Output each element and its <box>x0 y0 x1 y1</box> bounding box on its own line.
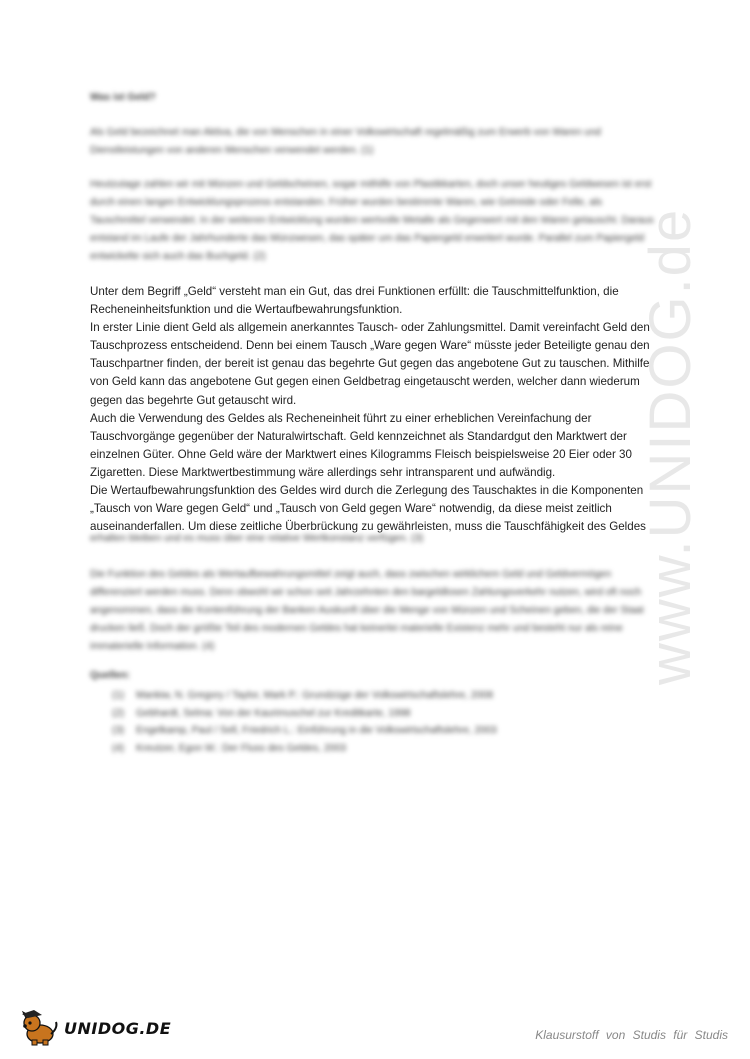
logo-text: UNIDOG.DE <box>64 1018 172 1038</box>
main-line: Recheneinheitsfunktion und die Wertaufbewahrungsfunktion. <box>90 303 403 317</box>
main-line: gegen das begehrte Gut getauscht wird. <box>90 393 297 407</box>
source-text: Kreutzer, Egon W.: Der Fluss des Geldes, 2003 <box>136 742 347 754</box>
main-line: von Geld kann das angebotene Gut gegen einen Geldbetrag eingetauscht werden, welcher dann wiederum <box>90 375 640 389</box>
watermark-text: www.UNIDOG.de <box>638 207 703 685</box>
main-line: Zigaretten. Diese Marktwertbestimmung wäre allerdings sehr intransparent und aufwändig. <box>90 465 556 479</box>
main-line: Tauschprozess entscheidend. Denn bei einem Tausch „Ware gegen Ware“ müsste jeder Beteiligte genau den <box>90 339 650 353</box>
source-item <box>112 740 612 758</box>
unidog-logo <box>20 1010 171 1046</box>
main-paragraph-tail: erhalten bleiben und es muss über eine relative Wertkonstanz verfügen. (3) <box>90 533 424 544</box>
main-line: auseinanderfallen. Um diese zeitliche Überbrückung zu gewährleisten, muss die Tauschfähigkeit des Geldes <box>90 520 646 534</box>
source-number: (3) <box>112 725 125 736</box>
source-number: (1) <box>112 690 125 701</box>
main-line: In erster Linie dient Geld als allgemein anerkanntes Tausch- oder Zahlungsmittel. Damit vereinfacht Geld den <box>90 321 650 335</box>
dog-mascot-icon <box>20 1010 62 1046</box>
source-text: Engelkamp, Paul / Sell, Friedrich L.: Einführung in die Volkswirtschaftslehre, 2003 <box>136 725 497 736</box>
source-text: Mankiw, N. Gregory / Taylor, Mark P.: Grundzüge der Volkswirtschaftslehre, 2008 <box>136 690 494 701</box>
main-line: Auch die Verwendung des Geldes als Recheneinheit führt zu einer erheblichen Vereinfachung der <box>90 411 592 425</box>
main-line: „Tausch von Ware gegen Geld“ und „Tausch von Geld gegen Ware“ notwendig, da diese meist zeitlich <box>90 502 612 516</box>
main-line: Tauschvorgänge gegenüber der Naturalwirtschaft. Geld kennzeichnet als Standardgut den Marktwert der <box>90 429 627 443</box>
footer-tagline: Klausurstoff von Studis für Studis <box>535 1028 728 1042</box>
history-paragraph: Heutzutage zahlen wir mit Münzen und Geldscheinen, sogar mithilfe von Plastikkarten, doch unser heutiges Geldwesen ist erst durch einen langen Entwicklungsprozess entstanden. Früher wurden bestimmte Waren, wie Getreide oder Felle, als Tauschmittel verwendet. In der weiteren Entwicklung wurden wertvolle Metalle als Gegenwert mit den Waren getauscht. Daraus entstand im Laufe der Jahrhunderte das Münzwesen, das später um das Papiergeld erweitert wurde. Parallel zum Papiergeld entwickelte sich auch das Buchgeld. (2) <box>90 179 654 262</box>
sources-list <box>112 687 612 757</box>
intro-paragraph: Als Geld bezeichnet man Aktiva, die von Menschen in einer Volkswirtschaft regelmäßig zum Erwerb von Waren und Dienstleistungen von anderen Menschen verwendet werden. (1) <box>90 127 601 156</box>
source-text: Gebhardt, Selma: Von der Kaurimuschel zur Kreditkarte, 1998 <box>136 707 411 719</box>
main-line: Unter dem Begriff „Geld“ versteht man ein Gut, das drei Funktionen erfüllt: die Tauschmittelfunktion, die <box>90 285 619 298</box>
source-item <box>112 705 612 723</box>
main-line: einzelnen Güter. Ohne Geld wäre der Marktwert eines Kilogramms Fleisch beispielsweise 20 Eier oder 30 <box>90 447 632 461</box>
source-item <box>112 722 612 740</box>
main-line: Die Wertaufbewahrungsfunktion des Geldes wird durch die Zerlegung des Tauschaktes in die Komponenten <box>90 484 644 498</box>
source-item <box>112 687 612 705</box>
main-line: Tauschpartner finden, der bereit ist genau das begehrte Gut gegen das angebotene Gut zu tauschen. Mithilfe <box>90 357 650 371</box>
source-number: (4) <box>112 742 125 754</box>
sources-heading: Quellen: <box>90 670 131 681</box>
source-number: (2) <box>112 707 125 719</box>
document-title: Was ist Geld? <box>90 92 156 103</box>
main-paragraph <box>90 283 655 536</box>
store-of-value-paragraph: Die Funktion des Geldes als Wertaufbewahrungsmittel zeigt auch, dass zwischen wirklichem Geld und Geldvermögen differenziert werden muss. Denn obwohl wir schon seit Jahrzehnten den bargeldlosen Zahlungsverkehr nutzen, wird oft noch angenommen, dass die Kontenführung der Banken Auskunft über die Menge von Münzen und Scheinen geben, die der Staat drucken ließ. Doch der größte Teil des modernen Geldes hat keinerlei materielle Existenz mehr und besteht nur als reine immaterielle Information. (4) <box>90 569 644 652</box>
